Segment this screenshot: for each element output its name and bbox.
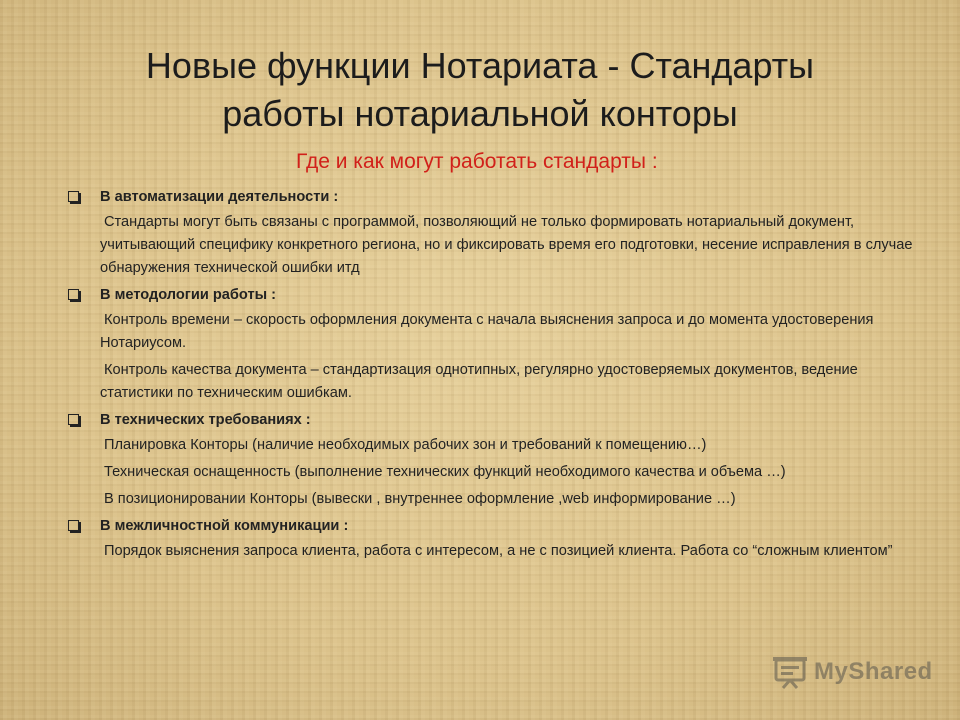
section-automation — [62, 186, 922, 280]
paragraph: Порядок выяснения запроса клиента, работа с интересом, а не с позицией клиента. Работа со “сложным клиентом” — [104, 543, 893, 559]
section-heading-text: В методологии работы : — [100, 287, 276, 303]
section-heading-text: В автоматизации деятельности : — [100, 189, 339, 205]
section-heading — [62, 186, 922, 209]
square-bullet-icon — [68, 289, 79, 300]
square-bullet-icon — [68, 520, 79, 531]
section-text — [62, 540, 922, 563]
paragraph: Контроль времени – скорость оформления документа с начала выяснения запроса и до момента удостоверения Нотариусом. — [100, 312, 874, 351]
watermark-text: MyShared — [814, 658, 933, 685]
section-technical — [62, 409, 922, 511]
square-bullet-icon — [68, 191, 79, 202]
slide-body — [62, 186, 922, 567]
paragraph: Техническая оснащенность (выполнение технических функций необходимого качества и объема …) — [104, 464, 786, 480]
presentation-board-icon — [770, 654, 810, 690]
section-heading-text: В межличностной коммуникации : — [100, 518, 349, 534]
section-heading — [62, 515, 922, 538]
section-communication — [62, 515, 922, 563]
slide-subtitle: Где и как могут работать стандарты : — [296, 150, 658, 173]
section-heading — [62, 284, 922, 307]
section-methodology — [62, 284, 922, 405]
paragraph: Контроль качества документа – стандартизация однотипных, регулярно удостоверяемых документов, ведение статистики по техническим ошибкам. — [100, 362, 858, 401]
section-text — [62, 211, 922, 280]
paragraph: Планировка Конторы (наличие необходимых рабочих зон и требований к помещению…) — [104, 437, 707, 453]
watermark — [770, 654, 933, 690]
paragraph: Стандарты могут быть связаны с программой, позволяющий не только формировать нотариальный документ, учитывающий специфику конкретного региона, но и фиксировать время его подготовки, несение исправления в случае обнаружения технической ошибки итд — [100, 214, 913, 276]
section-text — [62, 434, 922, 511]
title-line-1: Новые функции Нотариата - Стандарты — [145, 45, 815, 86]
section-heading-text: В технических требованиях : — [100, 412, 311, 428]
title-line-2: работы нотариальной конторы — [222, 93, 738, 134]
paragraph: В позиционировании Конторы (вывески , внутреннее оформление ,web информирование …) — [104, 491, 736, 507]
section-text — [62, 309, 922, 405]
section-heading — [62, 409, 922, 432]
square-bullet-icon — [68, 414, 79, 425]
slide-title — [0, 42, 960, 138]
